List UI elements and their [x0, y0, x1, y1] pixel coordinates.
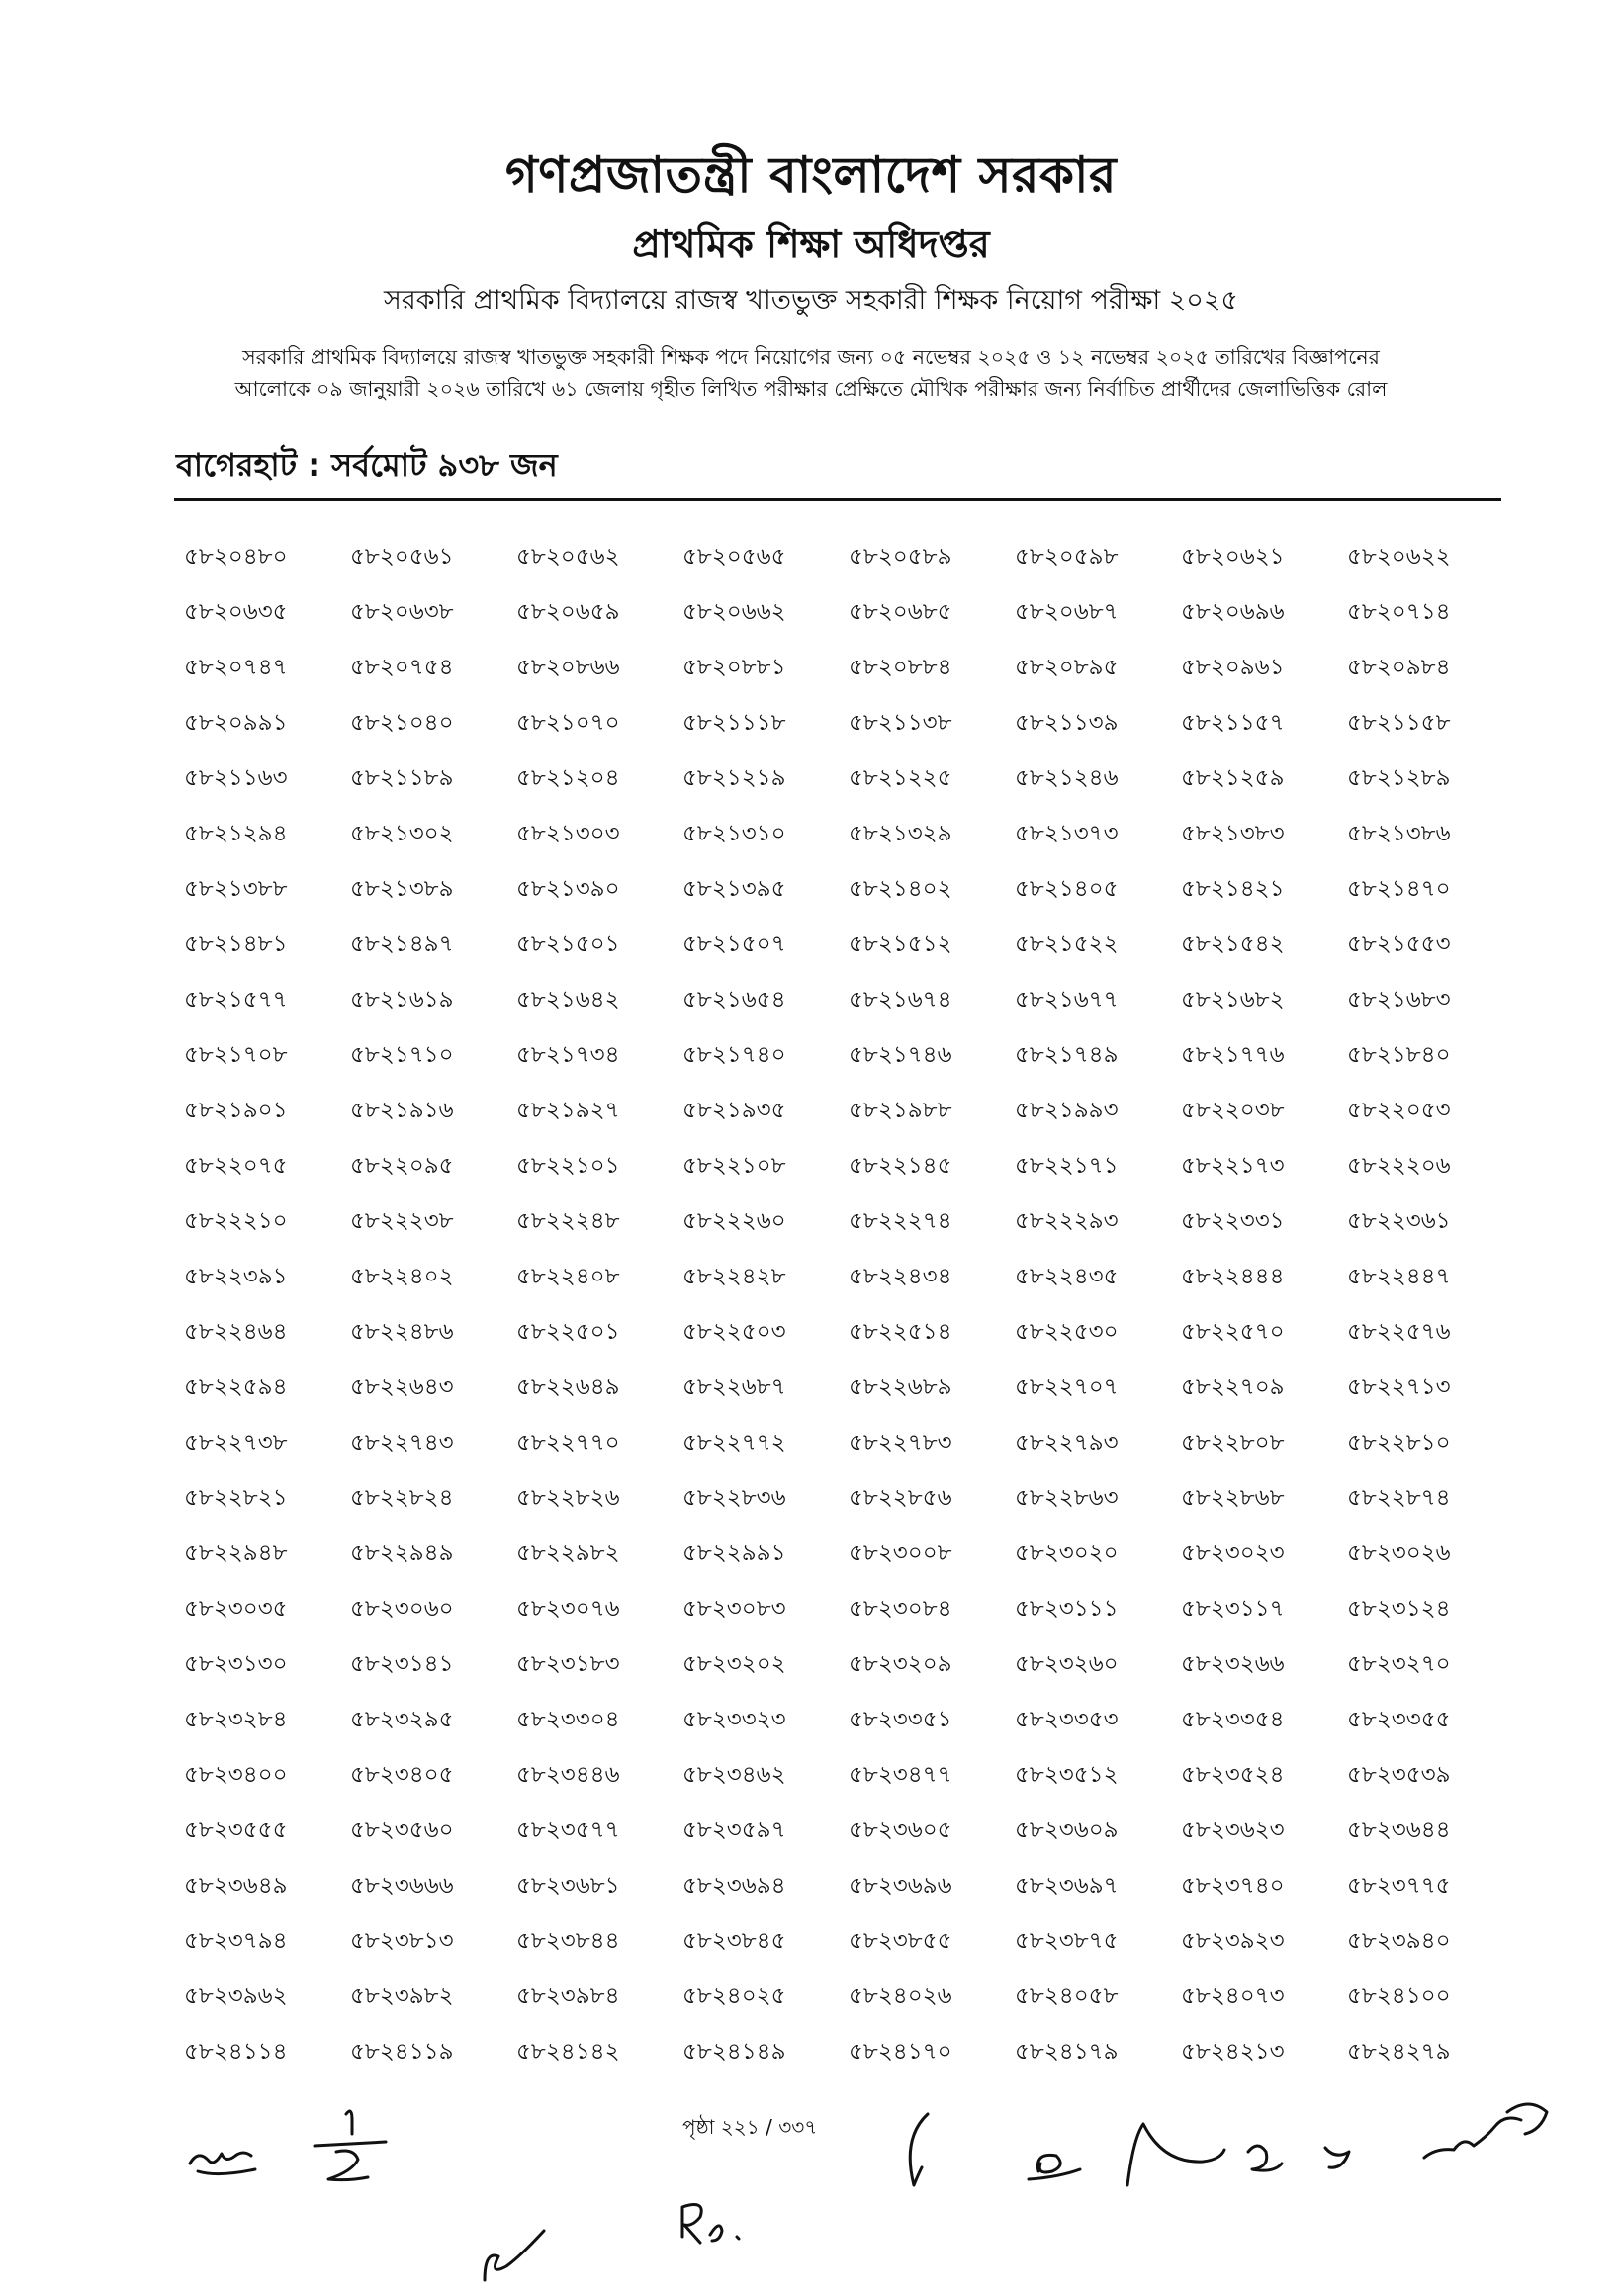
roll-number: ৫৮২১২৯৪ [184, 821, 288, 846]
roll-number: ৫৮২১৩০৩ [516, 821, 620, 846]
roll-number: ৫৮২২২১০ [184, 1208, 288, 1234]
roll-number: ৫৮২১০৭০ [516, 710, 620, 736]
roll-number: ৫৮২০৫৮৯ [849, 544, 952, 570]
roll-number: ৫৮২১৪০২ [849, 876, 952, 902]
roll-number: ৫৮২০৯৮৪ [1347, 655, 1451, 680]
roll-number: ৫৮২৪১১৯ [350, 2039, 454, 2065]
government-title: গণপ্রজাতন্ত্রী বাংলাদেশ সরকার [505, 146, 1117, 204]
roll-number: ৫৮২২৫১৪ [849, 1319, 952, 1345]
roll-number: ৫৮২১৭৭৬ [1181, 1042, 1285, 1068]
roll-number: ৫৮২২৫৭০ [1181, 1319, 1285, 1345]
roll-number: ৫৮২৩৩৫৫ [1347, 1707, 1451, 1732]
roll-number: ৫৮২৩২৭০ [1347, 1651, 1451, 1677]
roll-number: ৫৮২৩০৭৬ [516, 1596, 620, 1622]
roll-number: ৫৮২১৭৩৪ [516, 1042, 620, 1068]
roll-number: ৫৮২০৮৬৬ [516, 655, 620, 680]
roll-number: ৫৮২৪০২৬ [849, 1984, 952, 2009]
roll-number: ৫৮২৩৭৭৫ [1347, 1873, 1451, 1899]
roll-number: ৫৮২২২০৬ [1347, 1153, 1451, 1179]
roll-number: ৫৮২৩১৮৩ [516, 1651, 620, 1677]
roll-number: ৫৮২১২১৯ [682, 765, 786, 791]
roll-number: ৫৮২২৮২১ [184, 1485, 288, 1511]
roll-number: ৫৮২০৬২১ [1181, 544, 1285, 570]
roll-number: ৫৮২২৫০৩ [682, 1319, 786, 1345]
roll-number: ৫৮২৩৯৬২ [184, 1984, 288, 2009]
department-title: প্রাথমিক শিক্ষা অধিদপ্তর [632, 222, 990, 266]
roll-number: ৫৮২৩০২৩ [1181, 1541, 1285, 1566]
roll-number: ৫৮২৩৫৫৫ [184, 1817, 288, 1843]
roll-number: ৫৮২০৫৬২ [516, 544, 620, 570]
roll-number: ৫৮২১৭১০ [350, 1042, 454, 1068]
roll-number: ৫৮২২৬৮৭ [682, 1374, 786, 1400]
district-heading: বাগেরহাট : সর্বমোট ৯৩৮ জন [176, 446, 558, 484]
roll-number: ৫৮২১৪২১ [1181, 876, 1285, 902]
roll-number: ৫৮২০৪৮০ [184, 544, 288, 570]
roll-number: ৫৮২২১৭১ [1015, 1153, 1119, 1179]
roll-number: ৫৮২২৮২৪ [350, 1485, 454, 1511]
roll-number: ৫৮২৩০৬০ [350, 1596, 454, 1622]
roll-number: ৫৮২০৭১৪ [1347, 599, 1451, 625]
signature-9 [1325, 2148, 1349, 2167]
roll-number: ৫৮২১৩৭৩ [1015, 821, 1119, 846]
signature-1 [190, 2153, 255, 2174]
roll-number: ৫৮২৩৬৮১ [516, 1873, 620, 1899]
roll-number: ৫৮২০৯৬১ [1181, 655, 1285, 680]
roll-number: ৫৮২১৩০২ [350, 821, 454, 846]
roll-number: ৫৮২১৫৭৭ [184, 987, 288, 1013]
roll-number: ৫৮২৩৭৪০ [1181, 1873, 1285, 1899]
roll-number: ৫৮২১৯৯৩ [1015, 1098, 1119, 1123]
roll-number: ৫৮২১৮৪০ [1347, 1042, 1451, 1068]
notice-line-2: আলোকে ০৯ জানুয়ারী ২০২৬ তারিখে ৬১ জেলায় গৃহীত লিখিত পরীক্ষার প্রেক্ষিতে মৌখিক পরীক্ষার জন্য নির্বাচিত প্রার্থীদের জেলাভিত্তিক রোল [234, 377, 1388, 400]
roll-number: ৫৮২১৬৭৭ [1015, 987, 1119, 1013]
roll-number: ৫৮২০৮৯৫ [1015, 655, 1119, 680]
roll-number: ৫৮২২৫৩০ [1015, 1319, 1119, 1345]
roll-number: ৫৮২৩৬৪৪ [1347, 1817, 1451, 1843]
roll-number: ৫৮২১২০৪ [516, 765, 620, 791]
roll-number: ৫৮২১১৩৮ [849, 710, 952, 736]
roll-number: ৫৮২১৬৭৪ [849, 987, 952, 1013]
roll-number: ৫৮২২৪৩৫ [1015, 1264, 1119, 1289]
roll-number: ৫৮২৩৫২৪ [1181, 1762, 1285, 1788]
roll-number: ৫৮২১১৩৯ [1015, 710, 1119, 736]
roll-number: ৫৮২১৭৪৯ [1015, 1042, 1119, 1068]
roll-number: ৫৮২৩৬৬৬ [350, 1873, 454, 1899]
roll-number: ৫৮২২৬৮৯ [849, 1374, 952, 1400]
roll-number: ৫৮২১১৫৭ [1181, 710, 1285, 736]
roll-number: ৫৮২১৯৮৮ [849, 1098, 952, 1123]
signature-2 [315, 2111, 386, 2180]
roll-number: ৫৮২৩২০৯ [849, 1651, 952, 1677]
roll-number: ৫৮২৪২৭৯ [1347, 2039, 1451, 2065]
roll-number: ৫৮২৩৫৯৭ [682, 1817, 786, 1843]
roll-number: ৫৮২২৬৪৩ [350, 1374, 454, 1400]
roll-number: ৫৮২১২৮৯ [1347, 765, 1451, 791]
roll-number: ৫৮২২৮৩৬ [682, 1485, 786, 1511]
roll-number: ৫৮২৩১৩০ [184, 1651, 288, 1677]
roll-number: ৫৮২২৪৪৭ [1347, 1264, 1451, 1289]
roll-number: ৫৮২৪১৪২ [516, 2039, 620, 2065]
roll-number: ৫৮২১৭৪৬ [849, 1042, 952, 1068]
roll-number: ৫৮২২১৭৩ [1181, 1153, 1285, 1179]
roll-number: ৫৮২০৬২২ [1347, 544, 1451, 570]
roll-number: ৫৮২১৬৫৪ [682, 987, 786, 1013]
roll-number: ৫৮২৩৩২৩ [682, 1707, 786, 1732]
roll-number: ৫৮২২৩৯১ [184, 1264, 288, 1289]
roll-number: ৫৮২৩৩০৪ [516, 1707, 620, 1732]
roll-number: ৫৮২৩৮১৩ [350, 1928, 454, 1954]
roll-number: ৫৮২১২৫৯ [1181, 765, 1285, 791]
roll-number-grid [184, 542, 1499, 2092]
roll-number: ৫৮২৩৬৯৭ [1015, 1873, 1119, 1899]
roll-number: ৫৮২২০৩৮ [1181, 1098, 1285, 1123]
roll-number: ৫৮২৩৫১২ [1015, 1762, 1119, 1788]
signature-10 [1424, 2104, 1547, 2158]
roll-number: ৫৮২০৬৯৬ [1181, 599, 1285, 625]
roll-number: ৫৮২০৬৮৭ [1015, 599, 1119, 625]
roll-number: ৫৮২২৫০১ [516, 1319, 620, 1345]
roll-number: ৫৮২২৮১০ [1347, 1430, 1451, 1456]
roll-number: ৫৮২৩০৮৩ [682, 1596, 786, 1622]
roll-number: ৫৮২৩৬২৩ [1181, 1817, 1285, 1843]
roll-number: ৫৮২৩১৪১ [350, 1651, 454, 1677]
roll-number: ৫৮২১৩৯৫ [682, 876, 786, 902]
roll-number: ৫৮২৩৪৪৬ [516, 1762, 620, 1788]
roll-number: ৫৮২১৩৯০ [516, 876, 620, 902]
roll-number: ৫৮২৩৮৪৪ [516, 1928, 620, 1954]
notice-line-1: সরকারি প্রাথমিক বিদ্যালয়ে রাজস্ব খাতভুক্ত সহকারী শিক্ষক পদে নিয়োগের জন্য ০৫ নভেম্বর ২০২৫ ও ১২ নভেম্বর ২০২৫ তারিখের বিজ্ঞাপনের [242, 345, 1380, 369]
roll-number: ৫৮২৩৪৬২ [682, 1762, 786, 1788]
roll-number: ৫৮২১৬৮৩ [1347, 987, 1451, 1013]
roll-number: ৫৮২০৫৬১ [350, 544, 454, 570]
roll-number: ৫৮২৩৫৩৯ [1347, 1762, 1451, 1788]
roll-number: ৫৮২১৪৭০ [1347, 876, 1451, 902]
roll-number: ৫৮২৩৮৭৫ [1015, 1928, 1119, 1954]
roll-number: ৫৮২৩১২৪ [1347, 1596, 1451, 1622]
roll-number: ৫৮২২৮৫৬ [849, 1485, 952, 1511]
roll-number: ৫৮২১১৫৮ [1347, 710, 1451, 736]
roll-number: ৫৮২২৭০৯ [1181, 1374, 1285, 1400]
roll-number: ৫৮২১৯২৭ [516, 1098, 620, 1123]
signature-3 [485, 2231, 544, 2280]
roll-number: ৫৮২১৭০৮ [184, 1042, 288, 1068]
roll-number: ৫৮২২৭৭২ [682, 1430, 786, 1456]
roll-number: ৫৮২৩৬০৫ [849, 1817, 952, 1843]
roll-number: ৫৮২২৮৭৪ [1347, 1485, 1451, 1511]
roll-number: ৫৮২৩৩৫৪ [1181, 1707, 1285, 1732]
roll-number: ৫৮২২৭৯৩ [1015, 1430, 1119, 1456]
signature-5 [910, 2114, 928, 2185]
roll-number: ৫৮২৪২১৩ [1181, 2039, 1285, 2065]
roll-number: ৫৮২৪১৭৯ [1015, 2039, 1119, 2065]
roll-number: ৫৮২২০৭৫ [184, 1153, 288, 1179]
roll-number: ৫৮২০৬৩৫ [184, 599, 288, 625]
roll-number: ৫৮২২২৩৮ [350, 1208, 454, 1234]
roll-number: ৫৮২১৩৮৯ [350, 876, 454, 902]
roll-number: ৫৮২২১০৮ [682, 1153, 786, 1179]
roll-number: ৫৮২১২২৫ [849, 765, 952, 791]
roll-number: ৫৮২৩০০৮ [849, 1541, 952, 1566]
roll-number: ৫৮২২৭০৭ [1015, 1374, 1119, 1400]
roll-number: ৫৮২২১০১ [516, 1153, 620, 1179]
roll-number: ৫৮২২৮০৮ [1181, 1430, 1285, 1456]
roll-number: ৫৮২২৭৮৩ [849, 1430, 952, 1456]
roll-number: ৫৮২২৭৪৩ [350, 1430, 454, 1456]
roll-number: ৫৮২৩৯৮২ [350, 1984, 454, 2009]
roll-number: ৫৮২১৫৪২ [1181, 931, 1285, 957]
roll-number: ৫৮২৩৯৪০ [1347, 1928, 1451, 1954]
signature-4 [682, 2205, 739, 2243]
roll-number: ৫৮২২৮৬৩ [1015, 1485, 1119, 1511]
page-number: পৃষ্ঠা ২২১ / ৩৩৭ [682, 2115, 818, 2139]
roll-number: ৫৮২১৯০১ [184, 1098, 288, 1123]
roll-number: ৫৮২১৩২৯ [849, 821, 952, 846]
roll-number: ৫৮২২৩৬১ [1347, 1208, 1451, 1234]
roll-number: ৫৮২৩০২০ [1015, 1541, 1119, 1566]
roll-number: ৫৮২৩০৩৫ [184, 1596, 288, 1622]
roll-number: ৫৮২৩২০২ [682, 1651, 786, 1677]
roll-number: ৫৮২১০৪০ [350, 710, 454, 736]
roll-number: ৫৮২০৮৮১ [682, 655, 786, 680]
roll-number: ৫৮২২৭৭০ [516, 1430, 620, 1456]
roll-number: ৫৮২৩০২৬ [1347, 1541, 1451, 1566]
roll-number: ৫৮২৩৩৫৩ [1015, 1707, 1119, 1732]
roll-number: ৫৮২৪০৫৮ [1015, 1984, 1119, 2009]
roll-number: ৫৮২১৩১০ [682, 821, 786, 846]
roll-number: ৫৮২১৬৮২ [1181, 987, 1285, 1013]
roll-number: ৫৮২৩৬৯৬ [849, 1873, 952, 1899]
roll-number: ৫৮২১৯১৬ [350, 1098, 454, 1123]
roll-number: ৫৮২১৫০৭ [682, 931, 786, 957]
roll-number: ৫৮২২০৫৩ [1347, 1098, 1451, 1123]
roll-number: ৫৮২০৫৬৫ [682, 544, 786, 570]
roll-number: ৫৮২০৬৩৮ [350, 599, 454, 625]
roll-number: ৫৮২১৬৪২ [516, 987, 620, 1013]
roll-number: ৫৮২৩৯৮৪ [516, 1984, 620, 2009]
roll-number: ৫৮২০৭৪৭ [184, 655, 288, 680]
roll-number: ৫৮২২২৬০ [682, 1208, 786, 1234]
roll-number: ৫৮২৩২৯৫ [350, 1707, 454, 1732]
roll-number: ৫৮২২৮৬৮ [1181, 1485, 1285, 1511]
roll-number: ৫৮২১৫০১ [516, 931, 620, 957]
roll-number: ৫৮২১১১৮ [682, 710, 786, 736]
roll-number: ৫৮২২৫৭৬ [1347, 1319, 1451, 1345]
roll-number: ৫৮২১১৮৯ [350, 765, 454, 791]
roll-number: ৫৮২৩৪০০ [184, 1762, 288, 1788]
roll-number: ৫৮২৩৫৭৭ [516, 1817, 620, 1843]
roll-number: ৫৮২২২৯৩ [1015, 1208, 1119, 1234]
roll-number: ৫৮২৪০২৫ [682, 1984, 786, 2009]
roll-number: ৫৮২২৪০৮ [516, 1264, 620, 1289]
roll-number: ৫৮২০৭৫৪ [350, 655, 454, 680]
roll-number: ৫৮২৩১১৭ [1181, 1596, 1285, 1622]
roll-number: ৫৮২২১৪৫ [849, 1153, 952, 1179]
roll-number: ৫৮২৩৬০৯ [1015, 1817, 1119, 1843]
roll-number: ৫৮২০৬৫৯ [516, 599, 620, 625]
roll-number: ৫৮২১৩৮৬ [1347, 821, 1451, 846]
roll-number: ৫৮২৩৯২৩ [1181, 1928, 1285, 1954]
roll-number: ৫৮২৪০৭৩ [1181, 1984, 1285, 2009]
roll-number: ৫৮২৩২৬৬ [1181, 1651, 1285, 1677]
divider-line [174, 498, 1501, 501]
roll-number: ৫৮২২২৭৪ [849, 1208, 952, 1234]
roll-number: ৫৮২৩৫৬০ [350, 1817, 454, 1843]
signature-7 [1127, 2124, 1224, 2185]
roll-number: ৫৮২১৫২২ [1015, 931, 1119, 957]
roll-number: ৫৮২১৫১২ [849, 931, 952, 957]
roll-number: ৫৮২৪১৭০ [849, 2039, 952, 2065]
roll-number: ৫৮২১৬১৯ [350, 987, 454, 1013]
roll-number: ৫৮২৩১১১ [1015, 1596, 1119, 1622]
roll-number: ৫৮২৩২৮৪ [184, 1707, 288, 1732]
roll-number: ৫৮২০৮৮৪ [849, 655, 952, 680]
roll-number: ৫৮২১৭৪০ [682, 1042, 786, 1068]
roll-number: ৫৮২১৩৮৮ [184, 876, 288, 902]
roll-number: ৫৮২১১৬৩ [184, 765, 288, 791]
roll-number: ৫৮২২৪২৮ [682, 1264, 786, 1289]
roll-number: ৫৮২২৫৯৪ [184, 1374, 288, 1400]
roll-number: ৫৮২২৮২৬ [516, 1485, 620, 1511]
roll-number: ৫৮২০৬৬২ [682, 599, 786, 625]
roll-number: ৫৮২২৯৮২ [516, 1541, 620, 1566]
roll-number: ৫৮২১৪৮১ [184, 931, 288, 957]
roll-number: ৫৮২২৯৪৯ [350, 1541, 454, 1566]
signature-8 [1248, 2146, 1282, 2170]
roll-number: ৫৮২৩৪৭৭ [849, 1762, 952, 1788]
roll-number: ৫৮২২৯৯১ [682, 1541, 786, 1566]
roll-number: ৫৮২২৭৩৮ [184, 1430, 288, 1456]
signature-6 [1029, 2155, 1080, 2179]
roll-number: ৫৮২৩৪০৫ [350, 1762, 454, 1788]
roll-number: ৫৮২২৬৪৯ [516, 1374, 620, 1400]
roll-number: ৫৮২২৭১৩ [1347, 1374, 1451, 1400]
roll-number: ৫৮২১৪৯৭ [350, 931, 454, 957]
roll-number: ৫৮২১৪০৫ [1015, 876, 1119, 902]
roll-number: ৫৮২৩৭৯৪ [184, 1928, 288, 1954]
roll-number: ৫৮২৩২৬০ [1015, 1651, 1119, 1677]
roll-number: ৫৮২২৩৩১ [1181, 1208, 1285, 1234]
roll-number: ৫৮২৩৮৫৫ [849, 1928, 952, 1954]
roll-number: ৫৮২৩৬৪৯ [184, 1873, 288, 1899]
roll-number: ৫৮২০৬৮৫ [849, 599, 952, 625]
roll-number: ৫৮২৩৮৪৫ [682, 1928, 786, 1954]
roll-number: ৫৮২১৯৩৫ [682, 1098, 786, 1123]
handwritten-signatures-image [0, 2086, 1622, 2296]
roll-number: ৫৮২২৪৩৪ [849, 1264, 952, 1289]
roll-number: ৫৮২০৫৯৮ [1015, 544, 1119, 570]
roll-number: ৫৮২৩৬৯৪ [682, 1873, 786, 1899]
roll-number: ৫৮২২৪৮৬ [350, 1319, 454, 1345]
roll-number: ৫৮২২৪৬৪ [184, 1319, 288, 1345]
roll-number: ৫৮২২৪৪৪ [1181, 1264, 1285, 1289]
roll-number: ৫৮২৪১০০ [1347, 1984, 1451, 2009]
roll-number: ৫৮২১২৪৬ [1015, 765, 1119, 791]
exam-title: সরকারি প্রাথমিক বিদ্যালয়ে রাজস্ব খাতভুক্ত সহকারী শিক্ষক নিয়োগ পরীক্ষা ২০২৫ [384, 285, 1238, 315]
roll-number: ৫৮২২৯৪৮ [184, 1541, 288, 1566]
roll-number: ৫৮২২৪০২ [350, 1264, 454, 1289]
roll-number: ৫৮২৪১১৪ [184, 2039, 288, 2065]
roll-number: ৫৮২৩০৮৪ [849, 1596, 952, 1622]
roll-number: ৫৮২০৯৯১ [184, 710, 288, 736]
roll-number: ৫৮২১৩৮৩ [1181, 821, 1285, 846]
roll-number: ৫৮২১৫৫৩ [1347, 931, 1451, 957]
roll-number: ৫৮২২২৪৮ [516, 1208, 620, 1234]
roll-number: ৫৮২৩৩৫১ [849, 1707, 952, 1732]
roll-number: ৫৮২৪১৪৯ [682, 2039, 786, 2065]
roll-number: ৫৮২২০৯৫ [350, 1153, 454, 1179]
